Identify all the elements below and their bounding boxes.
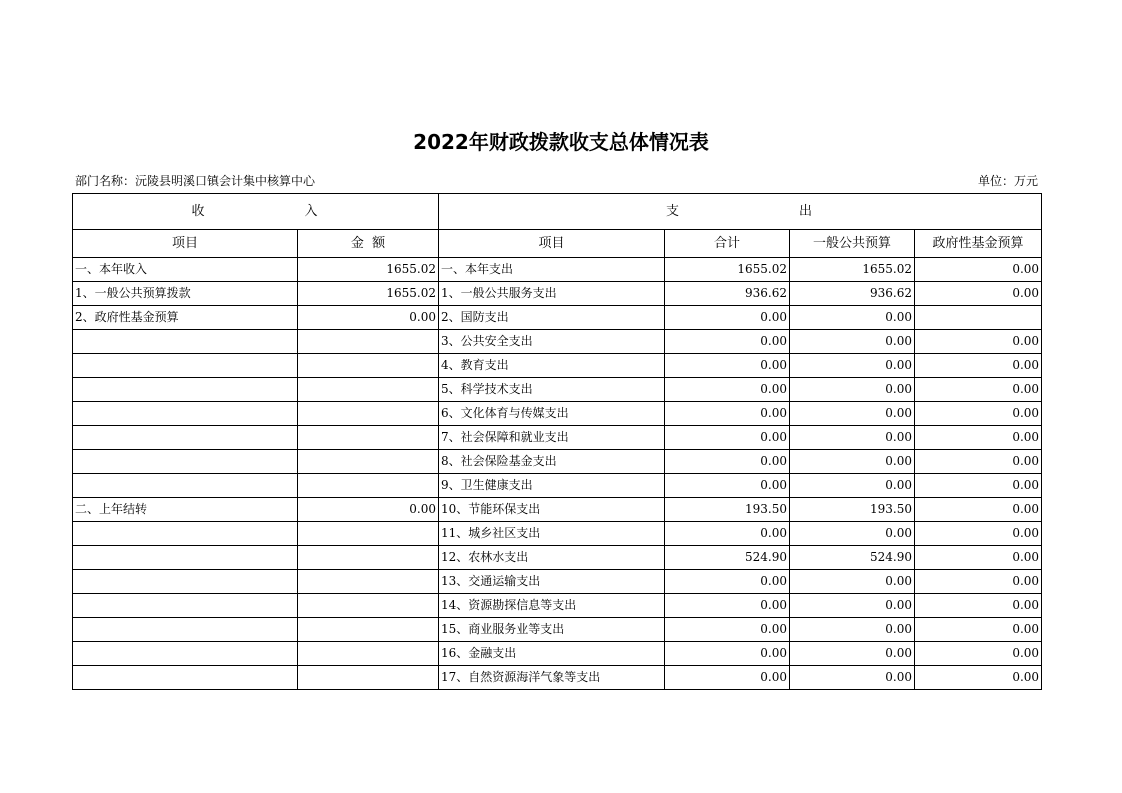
- income-amount-header: 金 额: [298, 230, 439, 258]
- header-column-row: [73, 230, 1042, 258]
- table-row: [73, 522, 1042, 546]
- fund-budget-cell: 0.00: [915, 618, 1042, 642]
- fund-budget-cell: 0.00: [915, 498, 1042, 522]
- income-header: 收入: [73, 194, 439, 230]
- general-budget-cell: 936.62: [790, 282, 915, 306]
- header-group-row: [73, 194, 1042, 230]
- income-item-cell: [73, 426, 298, 450]
- table-row: [73, 402, 1042, 426]
- general-budget-cell: 0.00: [790, 450, 915, 474]
- page-title: 2022年财政拨款收支总体情况表: [413, 130, 709, 154]
- fund-budget-cell: 0.00: [915, 666, 1042, 690]
- income-item-cell: 二、上年结转: [73, 498, 298, 522]
- unit-label: 单位：万元: [977, 174, 1038, 188]
- fund-budget-header: 政府性基金预算: [915, 230, 1042, 258]
- total-cell: 1655.02: [665, 258, 790, 282]
- income-item-cell: [73, 618, 298, 642]
- income-amount-cell: [298, 330, 439, 354]
- expense-item-cell: 17、自然资源海洋气象等支出: [439, 666, 665, 690]
- total-cell: 0.00: [665, 522, 790, 546]
- general-budget-cell: 0.00: [790, 402, 915, 426]
- general-budget-cell: 0.00: [790, 306, 915, 330]
- total-cell: 936.62: [665, 282, 790, 306]
- expense-item-cell: 16、金融支出: [439, 642, 665, 666]
- table-body: [73, 258, 1042, 690]
- table-row: [73, 378, 1042, 402]
- total-cell: 0.00: [665, 570, 790, 594]
- total-cell: 0.00: [665, 450, 790, 474]
- general-budget-cell: 0.00: [790, 666, 915, 690]
- income-amount-cell: [298, 642, 439, 666]
- total-cell: 0.00: [665, 330, 790, 354]
- general-budget-cell: 0.00: [790, 354, 915, 378]
- general-budget-cell: 193.50: [790, 498, 915, 522]
- fund-budget-cell: 0.00: [915, 378, 1042, 402]
- general-budget-cell: 0.00: [790, 426, 915, 450]
- fund-budget-cell: 0.00: [915, 474, 1042, 498]
- general-budget-cell: 524.90: [790, 546, 915, 570]
- income-amount-cell: [298, 426, 439, 450]
- income-item-cell: [73, 378, 298, 402]
- income-amount-cell: [298, 474, 439, 498]
- table-row: [73, 474, 1042, 498]
- fund-budget-cell: [915, 306, 1042, 330]
- income-amount-cell: [298, 354, 439, 378]
- total-cell: 0.00: [665, 666, 790, 690]
- total-cell: 0.00: [665, 642, 790, 666]
- income-item-cell: [73, 402, 298, 426]
- expense-item-cell: 1、一般公共服务支出: [439, 282, 665, 306]
- total-cell: 0.00: [665, 426, 790, 450]
- income-amount-cell: 1655.02: [298, 282, 439, 306]
- fund-budget-cell: 0.00: [915, 258, 1042, 282]
- expense-item-cell: 8、社会保险基金支出: [439, 450, 665, 474]
- fund-budget-cell: 0.00: [915, 570, 1042, 594]
- general-budget-cell: 0.00: [790, 618, 915, 642]
- expense-item-cell: 3、公共安全支出: [439, 330, 665, 354]
- fund-budget-cell: 0.00: [915, 546, 1042, 570]
- fund-budget-cell: 0.00: [915, 354, 1042, 378]
- general-budget-cell: 0.00: [790, 570, 915, 594]
- general-budget-cell: 0.00: [790, 594, 915, 618]
- general-budget-cell: 0.00: [790, 522, 915, 546]
- income-amount-cell: [298, 546, 439, 570]
- income-item-cell: [73, 666, 298, 690]
- table-row: [73, 594, 1042, 618]
- table-row: [73, 258, 1042, 282]
- fund-budget-cell: 0.00: [915, 330, 1042, 354]
- expense-item-cell: 一、本年支出: [439, 258, 665, 282]
- income-amount-cell: 0.00: [298, 306, 439, 330]
- income-amount-cell: [298, 618, 439, 642]
- table-row: [73, 330, 1042, 354]
- general-budget-cell: 0.00: [790, 642, 915, 666]
- table-row: [73, 618, 1042, 642]
- expense-item-cell: 14、资源勘探信息等支出: [439, 594, 665, 618]
- income-item-header: 项目: [73, 230, 298, 258]
- budget-table: [72, 193, 1042, 690]
- total-cell: 0.00: [665, 306, 790, 330]
- income-amount-cell: [298, 402, 439, 426]
- table-row: [73, 306, 1042, 330]
- total-cell: 524.90: [665, 546, 790, 570]
- table-row: [73, 642, 1042, 666]
- expense-item-cell: 13、交通运输支出: [439, 570, 665, 594]
- total-cell: 0.00: [665, 378, 790, 402]
- income-item-cell: [73, 546, 298, 570]
- total-cell: 0.00: [665, 402, 790, 426]
- table-row: [73, 570, 1042, 594]
- table-row: [73, 426, 1042, 450]
- income-amount-cell: 1655.02: [298, 258, 439, 282]
- expense-item-cell: 12、农林水支出: [439, 546, 665, 570]
- income-item-cell: 一、本年收入: [73, 258, 298, 282]
- expense-item-header: 项目: [439, 230, 665, 258]
- total-cell: 193.50: [665, 498, 790, 522]
- fund-budget-cell: 0.00: [915, 450, 1042, 474]
- expense-item-cell: 7、社会保障和就业支出: [439, 426, 665, 450]
- income-amount-cell: [298, 666, 439, 690]
- expense-item-cell: 10、节能环保支出: [439, 498, 665, 522]
- table-row: [73, 354, 1042, 378]
- expense-item-cell: 11、城乡社区支出: [439, 522, 665, 546]
- fund-budget-cell: 0.00: [915, 642, 1042, 666]
- general-budget-header: 一般公共预算: [790, 230, 915, 258]
- income-amount-cell: [298, 522, 439, 546]
- total-header: 合计: [665, 230, 790, 258]
- fund-budget-cell: 0.00: [915, 522, 1042, 546]
- table-row: [73, 666, 1042, 690]
- expense-item-cell: 2、国防支出: [439, 306, 665, 330]
- general-budget-cell: 0.00: [790, 474, 915, 498]
- expense-item-cell: 15、商业服务业等支出: [439, 618, 665, 642]
- fund-budget-cell: 0.00: [915, 282, 1042, 306]
- income-item-cell: [73, 354, 298, 378]
- expense-item-cell: 4、教育支出: [439, 354, 665, 378]
- general-budget-cell: 0.00: [790, 330, 915, 354]
- total-cell: 0.00: [665, 594, 790, 618]
- expense-item-cell: 9、卫生健康支出: [439, 474, 665, 498]
- income-item-cell: 1、一般公共预算拨款: [73, 282, 298, 306]
- fund-budget-cell: 0.00: [915, 402, 1042, 426]
- table-row: [73, 282, 1042, 306]
- income-amount-cell: [298, 570, 439, 594]
- income-amount-cell: [298, 594, 439, 618]
- table-row: [73, 546, 1042, 570]
- income-amount-cell: 0.00: [298, 498, 439, 522]
- total-cell: 0.00: [665, 618, 790, 642]
- expense-item-cell: 6、文化体育与传媒支出: [439, 402, 665, 426]
- income-item-cell: [73, 450, 298, 474]
- fund-budget-cell: 0.00: [915, 594, 1042, 618]
- income-amount-cell: [298, 378, 439, 402]
- total-cell: 0.00: [665, 474, 790, 498]
- department-label: 部门名称：沅陵县明溪口镇会计集中核算中心: [75, 174, 316, 188]
- income-item-cell: [73, 330, 298, 354]
- income-item-cell: [73, 522, 298, 546]
- income-amount-cell: [298, 450, 439, 474]
- income-item-cell: [73, 642, 298, 666]
- total-cell: 0.00: [665, 354, 790, 378]
- income-item-cell: [73, 570, 298, 594]
- table-row: [73, 450, 1042, 474]
- expense-header: 支出: [439, 194, 1042, 230]
- income-item-cell: [73, 474, 298, 498]
- fund-budget-cell: 0.00: [915, 426, 1042, 450]
- expense-item-cell: 5、科学技术支出: [439, 378, 665, 402]
- income-item-cell: 2、政府性基金预算: [73, 306, 298, 330]
- table-row: [73, 498, 1042, 522]
- general-budget-cell: 0.00: [790, 378, 915, 402]
- income-item-cell: [73, 594, 298, 618]
- general-budget-cell: 1655.02: [790, 258, 915, 282]
